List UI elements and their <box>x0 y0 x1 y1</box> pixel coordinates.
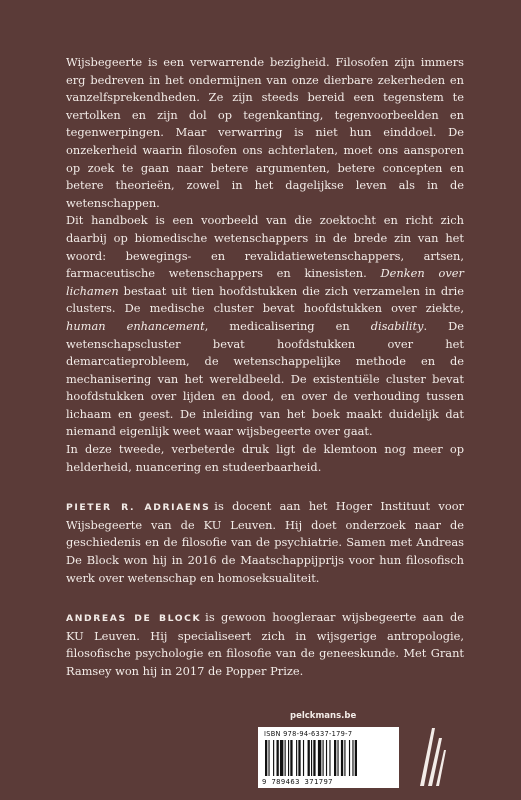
author-bio-text: is docent aan het Hoger Instituut voor Wijsbegeerte van de KU Leuven. Hij doet onderzoek naar de geschiedenis en de filosofie van de psychiatrie. Samen met Andreas De Block won hij in 2016 de Maatschappijprijs voor hun filosofisch werk over wetenschap en homoseksualiteit. <box>66 499 465 585</box>
barcode-bar <box>349 740 350 776</box>
blurb-text: , medicalisering en <box>204 318 371 333</box>
barcode-digits: 9 789463 371797 <box>262 777 333 786</box>
barcode-bar <box>334 740 336 776</box>
barcode-bar <box>273 740 274 776</box>
author-bio-adriaens <box>66 498 464 587</box>
barcode-bar <box>308 740 310 776</box>
barcode-bar <box>288 740 289 776</box>
author-bio-de-block <box>66 609 464 680</box>
blurb-text: bestaat uit tien hoofdstukken die zich verzamelen in drie clusters. De medische cluster bevat hoofdstukken over ziekte, <box>66 283 464 316</box>
blurb-text: Dit handboek is een voorbeeld van die zoektocht en richt zich daarbij op biomedische wetenschappers in de brede zin van het woord: bewegings- en revalidatiewetenschappers, artsen, farmaceutische wetenschappers en kinesisten. <box>66 213 464 281</box>
emphasis-term: disability <box>370 318 424 333</box>
emphasis-term: human enhancement <box>66 318 205 333</box>
back-cover-text <box>66 54 464 681</box>
barcode-bar <box>280 740 283 776</box>
barcode-bar <box>265 740 267 776</box>
barcode-bar <box>290 740 292 776</box>
publisher-url: pelckmans.be <box>290 711 357 721</box>
barcode-bar <box>298 740 300 776</box>
barcode-bar <box>326 740 327 776</box>
barcode-bar <box>311 740 312 776</box>
barcode-bar <box>329 740 330 776</box>
logo-mark-icon <box>418 726 446 788</box>
blurb-text: . De wetenschapscluster bevat hoofdstukken over het demarcatieprobleem, de wetenschappelijke methode en de mechanisering van het wereldbeeld. De existentiële cluster bevat hoofdstukken over lijden en dood, en over de verhouding tussen lichaam en geest. De inleiding van het boek maakt duidelijk dat niemand eigenlijk weet waar wijsbegeerte over gaat. <box>66 318 464 439</box>
author-bio-text: is gewoon hoogleraar wijsbegeerte aan de KU Leuven. Hij specialiseert zich in wijsgerige antropologie, filosofische psychologie en filosofie van de geneeskunde. Met Grant Ramsey won hij in 2017 de Popper Prize. <box>66 610 464 678</box>
barcode-bar <box>337 740 338 776</box>
barcode-bar <box>318 740 321 776</box>
barcode-bar <box>323 740 324 776</box>
author-name: PIETER R. ADRIAENS <box>66 502 211 514</box>
isbn-barcode-block <box>258 727 399 788</box>
barcode-bar <box>355 740 357 776</box>
blurb-paragraph-2 <box>66 212 464 441</box>
barcode-bar <box>313 740 315 776</box>
barcode-bar <box>268 740 269 776</box>
barcode-bar <box>341 740 343 776</box>
barcode-bar <box>352 740 353 776</box>
barcode-bar <box>296 740 297 776</box>
blurb-paragraph-3: In deze tweede, verbeterde druk ligt de klemtoon nog meer op helderheid, nuancering en studeerbaarheid. <box>66 442 464 474</box>
barcode-bar <box>303 740 304 776</box>
barcode-bar <box>277 740 279 776</box>
barcode-bar <box>344 740 345 776</box>
barcode-bar <box>285 740 286 776</box>
barcode-icon <box>264 740 393 776</box>
book-title: Denken over lichamen <box>66 266 464 298</box>
isbn-label: ISBN 978-94-6337-179-7 <box>264 730 353 738</box>
blurb-paragraph-1: Wijsbegeerte is een verwarrende bezigheid. Filosofen zijn immers erg bedreven in het ondermijnen van onze dierbare zekerheden en vanzelfsprekendheden. Ze zijn steeds bereid een tegenstem te vertolken en zijn dol op tegenkanting, tegenvoorbeelden en tegenwerpingen. Maar verwarring is niet hun einddoel. De onzekerheid waarin filosofen ons achterlaten, moet ons aansporen op zoek te gaan naar betere argumenten, betere concepten en betere theorieën, zowel in het dagelijkse leven als in de wetenschappen. <box>66 55 464 210</box>
author-name: ANDREAS DE BLOCK <box>66 613 202 625</box>
